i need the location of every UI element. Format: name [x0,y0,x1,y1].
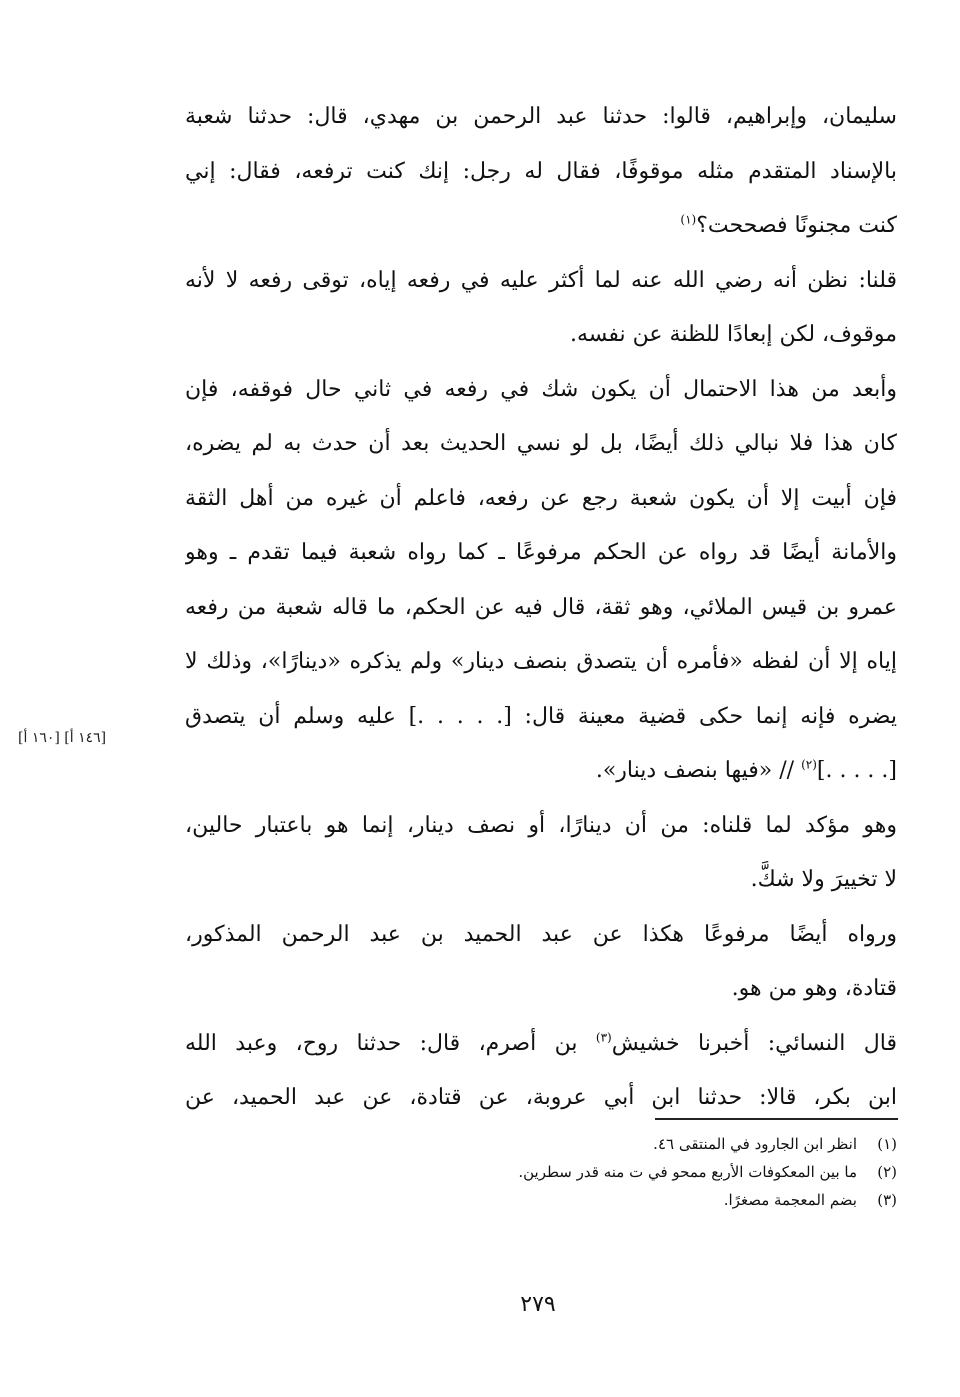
page-number: ٢٧٩ [520,1292,556,1317]
footnote-number: (١) [877,1135,897,1153]
footnote-item [300,1130,897,1158]
text-line: قتادة، وهو من هو. [731,976,897,1001]
footnote-item [300,1186,897,1214]
footnote-divider [655,1118,898,1120]
text-line: والأمانة أيضًا قد رواه عن الحكم مرفوعًا ـ كما رواه شعبة فيما تقدم ـ وهو [185,540,897,565]
footnote-text: بضم المعجمة مصغرًا. [723,1191,857,1209]
margin-folio-note: [١٤٦ أ] [١٦٠ أ] [18,730,107,746]
text-line-content: [. . . . .] [816,758,897,783]
text-line: عمرو بن قيس الملائي، وهو ثقة، قال فيه عن الحكم، ما قاله شعبة من رفعه [185,594,897,620]
text-line-tail: بن أصرم، قال: حدثنا روح، وعبد الله [185,1030,596,1056]
text-line: بالإسناد المتقدم مثله موقوفًا، فقال له رجل: إنك كنت ترفعه، فقال: إني [185,158,897,184]
footnote-text: ما بين المعكوفات الأربع ممحو في ت منه قدر سطرين. [518,1163,857,1181]
footnote-number: (٢) [877,1163,897,1181]
paragraph-2 [185,254,897,363]
text-line: فإن أبيت إلا أن يكون شعبة رجع عن رفعه، فاعلم أن غيره من أهل الثقة [185,485,897,511]
text-line: ورواه أيضًا مرفوعًا هكذا عن عبد الحميد بن عبد الرحمن المذكور، [185,921,897,947]
text-line: وأبعد من هذا الاحتمال أن يكون شك في رفعه في ثاني حال فوقفه، فإن [185,376,897,402]
footnote-ref-1: (١) [680,212,697,227]
text-line: كان هذا فلا نبالي ذلك أيضًا، بل لو نسي الحديث بعد أن حدث به لم يضره، [185,431,897,456]
paragraph-6 [185,1017,897,1126]
text-line: موقوف، لكن إبعادًا للظنة عن نفسه. [570,322,897,347]
text-line: ابن بكر، قالا: حدثنا ابن أبي عروبة، عن قتادة، عن عبد الحميد، عن [185,1085,897,1110]
text-line: وهو مؤكد لما قلناه: من أن دينارًا، أو نصف دينار، إنما هو باعتبار حالين، [185,812,897,838]
footnote-number: (٣) [877,1191,897,1209]
paragraph-5 [185,908,897,1017]
paragraph-4 [185,799,897,908]
text-line: يضره فإنه إنما حكى قضية معينة قال: [. . . . .] عليه وسلم أن يتصدق [185,703,897,729]
footnote-ref-3: (٣) [595,1030,612,1045]
paragraph-1 [185,90,897,254]
text-line [185,199,897,254]
text-line-content: قال النسائي: أخبرنا خشيش [611,1030,897,1056]
text-line: إياه إلا أن لفظه «فأمره أن يتصدق بنصف دينار» ولم يذكره «دينارًا»، وذلك لا [185,649,897,674]
text-line-tail: // «فيها بنصف دينار». [595,758,802,783]
footnote-ref-2: (٢) [801,757,817,772]
footnotes [300,1130,897,1214]
paragraph-3 [185,363,897,799]
text-line [185,744,897,799]
text-line: لا تخييرَ ولا شكَّ. [750,867,897,892]
footnote-item [300,1158,897,1186]
text-line: قلنا: نظن أنه رضي الله عنه لما أكثر عليه في رفعه إياه، توقى رفعه لا لأنه [185,267,897,293]
text-line [185,1017,897,1072]
text-line: سليمان، وإبراهيم، قالوا: حدثنا عبد الرحمن بن مهدي، قال: حدثنا شعبة [185,104,897,129]
text-line-content: كنت مجنونًا فصححت؟ [696,213,897,238]
footnote-text: انظر ابن الجارود في المنتقى ٤٦. [653,1135,857,1153]
main-text [185,90,897,1126]
